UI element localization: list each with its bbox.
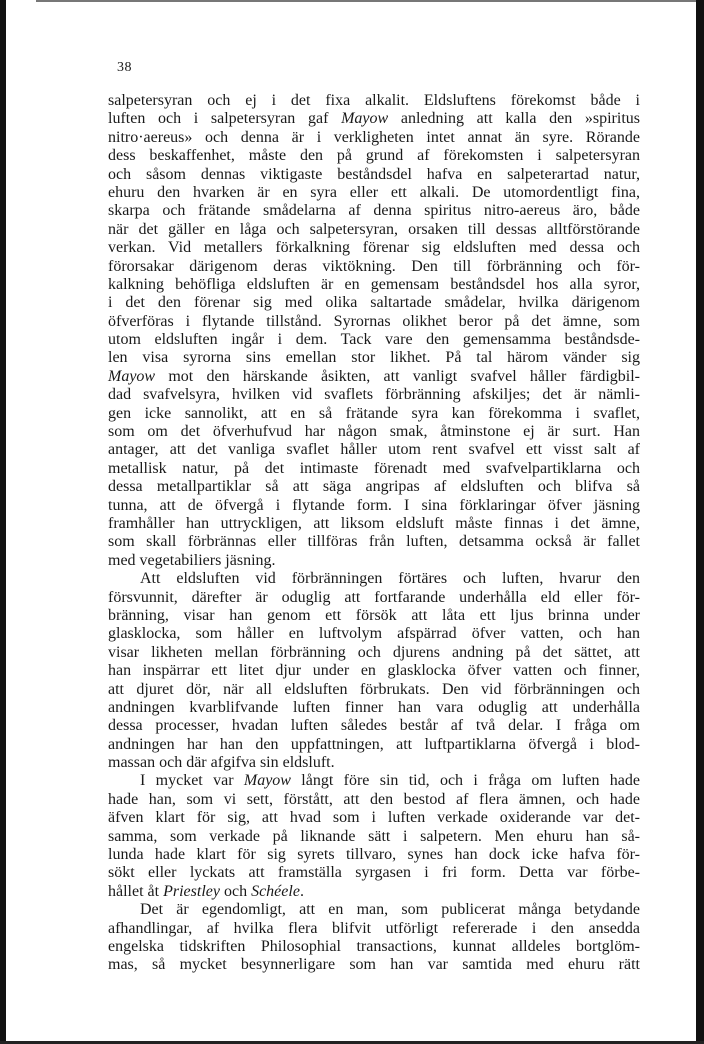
text-line: i det den förenar sig med olika saltartade smådelar, hvilka därigenom bbox=[108, 294, 640, 312]
text-line: mas, så mycket besynnerligare som han var samtida med ehuru rätt bbox=[108, 956, 640, 974]
scan-edge-top bbox=[36, 0, 696, 2]
text-line: utom eldsluften ingår i dem. Tack vare den gemensamma beståndsde- bbox=[108, 331, 640, 349]
text-line: dessa metallpartiklar så att säga angripas af eldsluften och blifva så bbox=[108, 478, 640, 496]
text-line: andningen kvarblifvande luften finner han vara oduglig att underhålla bbox=[108, 698, 640, 716]
text-line: äfven klart för sig, att hvad som i luften verkade oxiderande var det- bbox=[108, 809, 640, 827]
text-line: hållet åt Priestley och Schéele. bbox=[108, 882, 304, 900]
paragraph bbox=[108, 570, 640, 772]
text-line: tunna, att de öfvergå i flytande form. I sina förklaringar öfver jäsning bbox=[108, 496, 640, 514]
text-line: engelska tidskriften Philosophial transactions, kunnat alldeles bortglöm- bbox=[108, 937, 640, 955]
text-line: förorsakar därigenom deras viktökning. Den till förbränning och för- bbox=[108, 257, 640, 275]
text-line: med vegetabiliers jäsning. bbox=[108, 551, 276, 569]
scan-edge-left bbox=[0, 0, 6, 1044]
text-line: luften och i salpetersyran gaf Mayow anledning att kalla den »spiritus bbox=[108, 110, 640, 128]
text-line: salpetersyran och ej i det fixa alkalit. Eldsluftens förekomst både i bbox=[108, 92, 640, 109]
body-text bbox=[108, 92, 640, 975]
text-line: dessa processer, hvadan luften således består af två delar. I fråga om bbox=[108, 717, 640, 735]
italic-name: Mayow bbox=[341, 110, 389, 128]
text-line: att djuret dör, när all eldsluften förbrukats. Den vid förbränningen och bbox=[108, 680, 640, 698]
text-line: när det gäller en låga och salpetersyran, orsaken till dessas alltförstörande bbox=[108, 220, 640, 238]
text-line: hade han, som vi sett, förstått, att den bestod af flera ämnen, och hade bbox=[108, 790, 640, 808]
text-line: lunda hade klart för sig syrets tillvaro, synes han dock icke hafva för- bbox=[108, 846, 640, 864]
italic-name: Mayow bbox=[108, 367, 156, 385]
text-line: verkan. Vid metallers förkalkning förenar sig eldsluften med dessa och bbox=[108, 239, 640, 257]
scan-edge-right bbox=[696, 0, 704, 1044]
text-line: massan och där afgifva sin eldsluft. bbox=[108, 754, 335, 772]
text-line: ehuru den hvarken är en syra eller ett alkali. De utomordentligt fina, bbox=[108, 183, 640, 201]
paragraph bbox=[108, 772, 640, 901]
text-line: visar likheten mellan förbränning och djurens andning på det sättet, att bbox=[108, 643, 640, 661]
text-line: Att eldsluften vid förbränningen förtäres och luften, hvarur den bbox=[140, 570, 640, 588]
text-line: han inspärrar ett litet djur under en glasklocka öfver vatten och finner, bbox=[108, 662, 640, 680]
italic-name: Mayow bbox=[243, 772, 291, 790]
text-line: som skall förbrännas eller tillföras från luften, detsamma också är fallet bbox=[108, 533, 640, 551]
text-line: öfverföras i flytande tillstånd. Syrornas olikhet beror på det ämne, som bbox=[108, 312, 640, 330]
text-line: Mayow mot den härskande åsikten, att vanligt svafvel håller färdigbil- bbox=[108, 367, 640, 385]
text-line: Det är egendomligt, att en man, som publicerat många betydande bbox=[140, 901, 640, 919]
italic-name: Priestley bbox=[163, 882, 220, 900]
text-line: gen icke sannolikt, att en så frätande syra kan förekomma i svaflet, bbox=[108, 404, 640, 422]
text-line: afhandlingar, af hvilka flera blifvit utförligt refererade i den ansedda bbox=[108, 919, 640, 937]
paragraph bbox=[108, 901, 640, 975]
text-line: dad svafvelsyra, hvilken vid svaflets förbränning afskiljes; det är nämli- bbox=[108, 386, 640, 404]
text-line: och såsom dennas viktigaste beståndsdel hafva en salpeterartad natur, bbox=[108, 165, 640, 183]
text-line: som om det öfverhufvud har någon smak, åtminstone ej är surt. Han bbox=[108, 423, 640, 441]
text-line: len visa syrorna sins emellan stor likhet. På tal härom vänder sig bbox=[108, 349, 640, 367]
text-line: nitro·aereus» och denna är i verkligheten intet annat än syre. Rörande bbox=[108, 128, 640, 146]
text-line: framhåller han uttryckligen, att liksom eldsluft måste finnas i det ämne, bbox=[108, 514, 640, 532]
italic-name: Schéele bbox=[251, 882, 300, 900]
text-line: samma, som verkade på liknande sätt i salpetern. Men ehuru han så- bbox=[108, 827, 640, 845]
text-line: försvunnit, därefter är oduglig att fortfarande underhålla eld eller för- bbox=[108, 588, 640, 606]
page-number: 38 bbox=[117, 60, 132, 75]
text-line: dess beskaffenhet, måste den på grund af förekomsten i salpetersyran bbox=[108, 147, 640, 165]
text-line: I mycket var Mayow långt före sin tid, och i fråga om luften hade bbox=[140, 772, 640, 790]
text-line: glasklocka, som håller en luftvolym afspärrad öfver vatten, och han bbox=[108, 625, 640, 643]
text-line: kalkning behöfliga eldsluften är en gemensam beståndsdel hos alla syror, bbox=[108, 275, 640, 293]
text-line: bränning, visar han genom ett försök att låta ett ljus brinna under bbox=[108, 606, 640, 624]
text-line: skarpa och frätande smådelarna af denna spiritus nitro-aereus äro, både bbox=[108, 202, 640, 220]
text-line: andningen har han den uppfattningen, att luftpartiklarna öfvergå i blod- bbox=[108, 735, 640, 753]
text-line: antager, att det vanliga svaflet håller utom rent svafvel ett visst salt af bbox=[108, 441, 640, 459]
text-line: sökt eller lyckats att framställa syrgasen i fri form. Detta var förbe- bbox=[108, 864, 640, 882]
paragraph bbox=[108, 92, 640, 570]
text-line: metallisk natur, på det intimaste förenadt med svafvelpartiklarna och bbox=[108, 459, 640, 477]
